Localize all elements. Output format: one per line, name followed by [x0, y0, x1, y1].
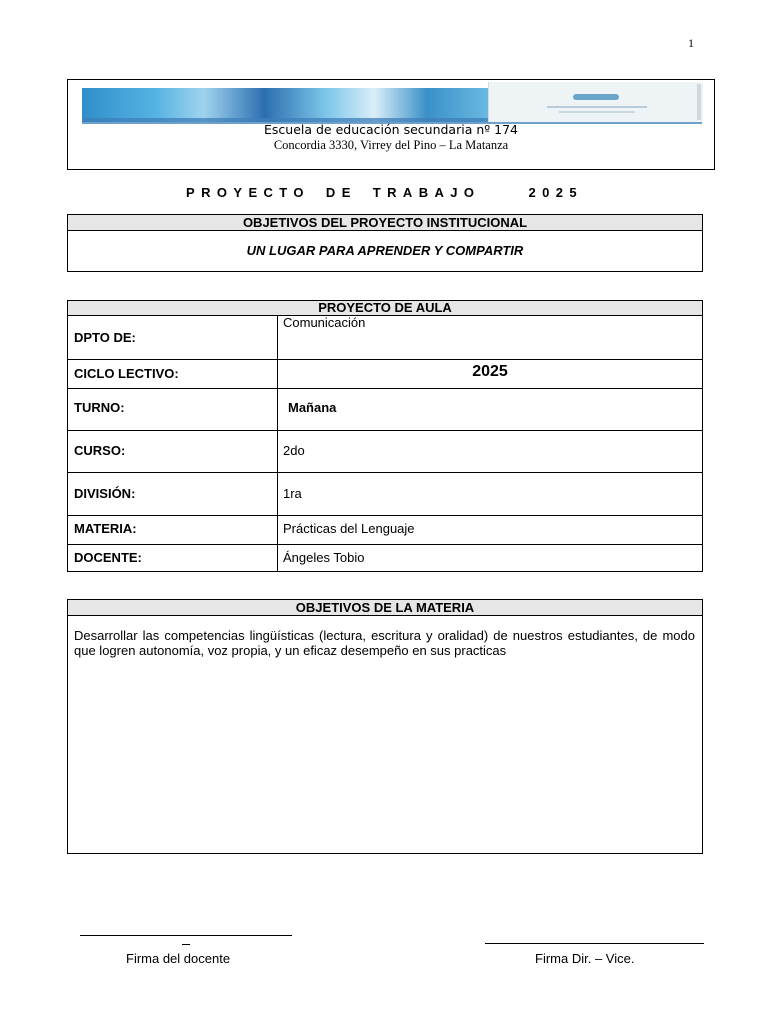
scrollbar-icon — [697, 84, 701, 120]
row-value: 2025 — [472, 363, 508, 380]
table-row — [68, 359, 702, 388]
signature-line-director — [485, 943, 704, 944]
row-value: 1ra — [283, 486, 302, 501]
row-value: Prácticas del Lenguaje — [283, 521, 415, 536]
row-value: Mañana — [288, 400, 337, 415]
table-row — [68, 472, 702, 515]
row-label: DOCENTE: — [74, 550, 142, 565]
school-name: Escuela de educación secundaria nº 174 — [264, 122, 518, 137]
table-row — [68, 544, 702, 572]
signature-label-teacher: Firma del docente — [126, 951, 231, 966]
signature-mark — [182, 944, 190, 945]
subject-objectives-text: Desarrollar las competencias lingüísticas (lectura, escritura y oralidad) de nuestros estudiantes, de modo que logren autonomía, voz propia, y un eficaz desempeño en sus practicas — [74, 628, 695, 658]
table-row — [68, 316, 702, 359]
classroom-project-table — [67, 300, 703, 572]
signature-label-director: Firma Dir. – Vice. — [535, 951, 635, 966]
subject-objectives-box — [67, 599, 703, 854]
row-label: CICLO LECTIVO: — [74, 366, 179, 381]
row-label: DIVISIÓN: — [74, 486, 136, 501]
row-label: CURSO: — [74, 443, 126, 458]
row-value: 2do — [283, 443, 305, 458]
table-row — [68, 430, 702, 472]
table-row — [68, 515, 702, 544]
signature-line-teacher — [80, 935, 292, 936]
subject-objectives-heading: OBJETIVOS DE LA MATERIA — [68, 600, 702, 616]
institutional-motto: UN LUGAR PARA APRENDER Y COMPARTIR — [246, 243, 524, 258]
table-row — [68, 388, 702, 430]
row-label: TURNO: — [74, 400, 125, 415]
institutional-objectives-heading: OBJETIVOS DEL PROYECTO INSTITUCIONAL — [68, 215, 702, 231]
logo-icon — [573, 94, 619, 100]
row-label: MATERIA: — [74, 521, 137, 536]
row-label: DPTO DE: — [74, 330, 136, 345]
institutional-objectives-box — [67, 214, 703, 272]
banner-logo-panel — [488, 82, 703, 122]
school-address: Concordia 3330, Virrey del Pino – La Matanza — [273, 138, 509, 152]
page-number: 1 — [688, 36, 694, 50]
logo-text-line — [559, 111, 635, 113]
row-value: Comunicación — [283, 315, 366, 330]
logo-text-line — [547, 106, 647, 108]
school-banner-image — [82, 88, 488, 122]
page-title: PROYECTO DE TRABAJO 2025 — [186, 185, 583, 200]
row-value: Ángeles Tobio — [283, 550, 365, 565]
classroom-project-heading: PROYECTO DE AULA — [68, 301, 702, 316]
